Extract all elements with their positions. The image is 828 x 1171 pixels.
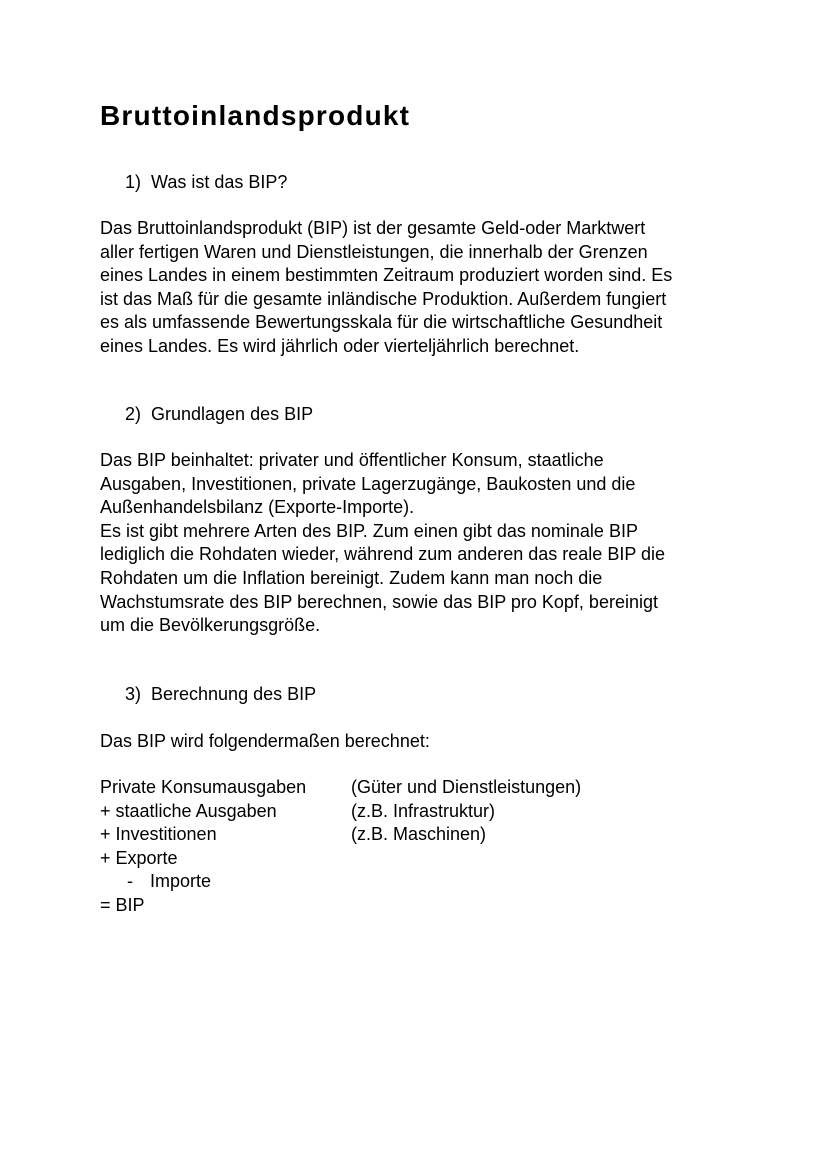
calc-term-importe: Importe	[150, 871, 212, 892]
paragraph-line: Wachstumsrate des BIP berechnen, sowie das BIP pro Kopf, bereinigt	[100, 591, 658, 612]
calc-term: + Exporte	[100, 847, 178, 868]
section-3-heading-text: Berechnung des BIP	[151, 684, 317, 704]
calc-term: + Investitionen	[100, 824, 217, 845]
paragraph-line: Das Bruttoinlandsprodukt (BIP) ist der gesamte Geld-oder Marktwert	[100, 218, 646, 238]
paragraph-line: Ausgaben, Investitionen, private Lagerzugänge, Baukosten und die	[100, 473, 636, 494]
paragraph-line: Rohdaten um die Inflation bereinigt. Zudem kann man noch die	[100, 567, 603, 588]
paragraph-line: eines Landes. Es wird jährlich oder vierteljährlich berechnet.	[100, 335, 580, 356]
section-3-paragraph	[100, 730, 740, 754]
paragraph-line: lediglich die Rohdaten wieder, während zum anderen das reale BIP die	[100, 544, 666, 565]
calc-note: (z.B. Infrastruktur)	[351, 800, 496, 821]
calc-result: = BIP	[100, 894, 145, 915]
document-title: Bruttoinlandsprodukt	[100, 100, 411, 131]
section-2-heading-text: Grundlagen des BIP	[151, 404, 314, 424]
paragraph-line: es als umfassende Bewertungsskala für die wirtschaftliche Gesundheit	[100, 312, 663, 333]
section-2-number: 2)	[125, 404, 142, 424]
calc-term: + staatliche Ausgaben	[100, 800, 277, 821]
calc-note: (Güter und Dienstleistungen)	[351, 777, 582, 797]
section-2-heading	[125, 402, 313, 426]
paragraph-line: Außenhandelsbilanz (Exporte-Importe).	[100, 497, 415, 518]
section-2-paragraph	[100, 449, 740, 638]
section-1-heading-text: Was ist das BIP?	[151, 172, 288, 192]
section-1-paragraph	[100, 217, 740, 359]
paragraph-line: um die Bevölkerungsgröße.	[100, 615, 321, 636]
paragraph-line: Das BIP wird folgendermaßen berechnet:	[100, 731, 430, 751]
paragraph-line: aller fertigen Waren und Dienstleistungen, die innerhalb der Grenzen	[100, 241, 648, 262]
section-1-number: 1)	[125, 172, 142, 192]
calc-term: Private Konsumausgaben	[100, 777, 307, 797]
minus-sign: -	[127, 871, 133, 892]
section-3-number: 3)	[125, 684, 142, 704]
section-3-heading	[125, 682, 316, 706]
paragraph-line: Es ist gibt mehrere Arten des BIP. Zum einen gibt das nominale BIP	[100, 520, 638, 541]
paragraph-line: ist das Maß für die gesamte inländische Produktion. Außerdem fungiert	[100, 288, 667, 309]
paragraph-line: Das BIP beinhaltet: privater und öffentlicher Konsum, staatliche	[100, 450, 604, 470]
calc-note: (z.B. Maschinen)	[351, 824, 487, 845]
section-1-heading	[125, 170, 287, 194]
paragraph-line: eines Landes in einem bestimmten Zeitraum produziert worden sind. Es	[100, 265, 673, 286]
